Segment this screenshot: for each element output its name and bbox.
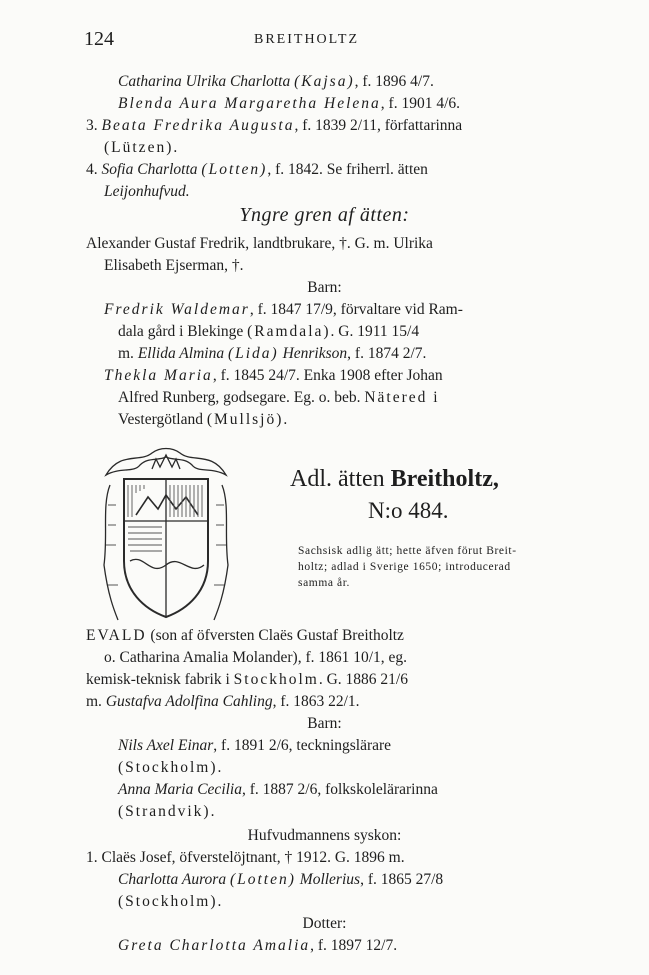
younger-head-line1: Alexander Gustaf Fredrik, landtbrukare, †. G. m. Ulrika <box>86 235 433 252</box>
child-anna-line1: Anna Maria Cecilia, f. 1887 2/6, folkskolelärarinna <box>118 781 438 798</box>
child-fredrik-line1: Fredrik Waldemar, f. 1847 17/9, förvaltare vid Ram- <box>104 301 463 318</box>
noble-family-title: Adl. ätten Breitholtz, <box>290 466 499 492</box>
entry-beata: 3. Beata Fredrika Augusta, f. 1839 2/11, författarinna <box>86 117 463 134</box>
family-note-line3: samma år. <box>298 577 351 589</box>
sibling-claes-line2: Charlotta Aurora (Lotten) Mollerius, f. 1865 27/8 <box>118 871 444 888</box>
entry-sofia-ref: Leijonhufvud. <box>104 183 190 200</box>
evald-line4: m. Gustafva Adolfina Cahling, f. 1863 22/1. <box>86 693 360 710</box>
noble-family-number: N:o 484. <box>368 498 449 523</box>
page-number: 124 <box>84 28 114 50</box>
evald-line2: o. Catharina Amalia Molander), f. 1861 10/1, eg. <box>104 649 408 666</box>
children-label: Barn: <box>307 279 342 296</box>
child-anna-line2: (Strandvik). <box>118 803 217 820</box>
child-nils-line1: Nils Axel Einar, f. 1891 2/6, teckningslärare <box>118 737 392 754</box>
child-fredrik-line2: dala gård i Blekinge (Ramdala). G. 1911 15/4 <box>118 323 420 340</box>
evald-line1: EVALD (son af öfversten Claës Gustaf Breitholtz <box>86 627 404 644</box>
younger-head-line2: Elisabeth Ejserman, †. <box>104 257 244 274</box>
child-nils-line2: (Stockholm). <box>118 759 224 776</box>
entry-beata-surname: (Lützen). <box>104 139 180 156</box>
entry-catharina: Catharina Ulrika Charlotta (Kajsa), f. 1896 4/7. <box>118 73 434 90</box>
sibling-claes-line1: 1. Claës Josef, öfverstelöjtnant, † 1912. G. 1896 m. <box>86 849 405 866</box>
child-thekla-line1: Thekla Maria, f. 1845 24/7. Enka 1908 efter Johan <box>104 367 443 384</box>
child-fredrik-line3: m. Ellida Almina (Lida) Henrikson, f. 1874 2/7. <box>118 345 427 362</box>
family-note-line1: Sachsisk adlig ätt; hette äfven förut Breit- <box>298 545 517 557</box>
coat-of-arms-image <box>100 445 232 625</box>
running-head: BREITHOLTZ <box>254 32 360 47</box>
page-header <box>84 28 584 54</box>
evald-children-label: Barn: <box>307 715 342 732</box>
daughter-label: Dotter: <box>302 915 347 932</box>
child-thekla-line3: Vestergötland (Mullsjö). <box>118 411 288 428</box>
child-thekla-line2: Alfred Runberg, godsegare. Eg. o. beb. Nätered i <box>118 389 440 406</box>
entry-blenda: Blenda Aura Margaretha Helena, f. 1901 4/6. <box>118 95 460 112</box>
siblings-label: Hufvudmannens syskon: <box>247 827 402 844</box>
evald-line3: kemisk-teknisk fabrik i Stockholm. G. 1886 21/6 <box>86 671 408 688</box>
daughter-greta: Greta Charlotta Amalia, f. 1897 12/7. <box>118 937 398 954</box>
section-heading-younger-branch: Yngre gren af ätten: <box>239 204 410 226</box>
family-note-line2: holtz; adlad i Sverige 1650; introducerad <box>298 561 511 573</box>
sibling-claes-line3: (Stockholm). <box>118 893 224 910</box>
entry-sofia: 4. Sofia Charlotta (Lotten), f. 1842. Se friherrl. ätten <box>86 161 428 178</box>
